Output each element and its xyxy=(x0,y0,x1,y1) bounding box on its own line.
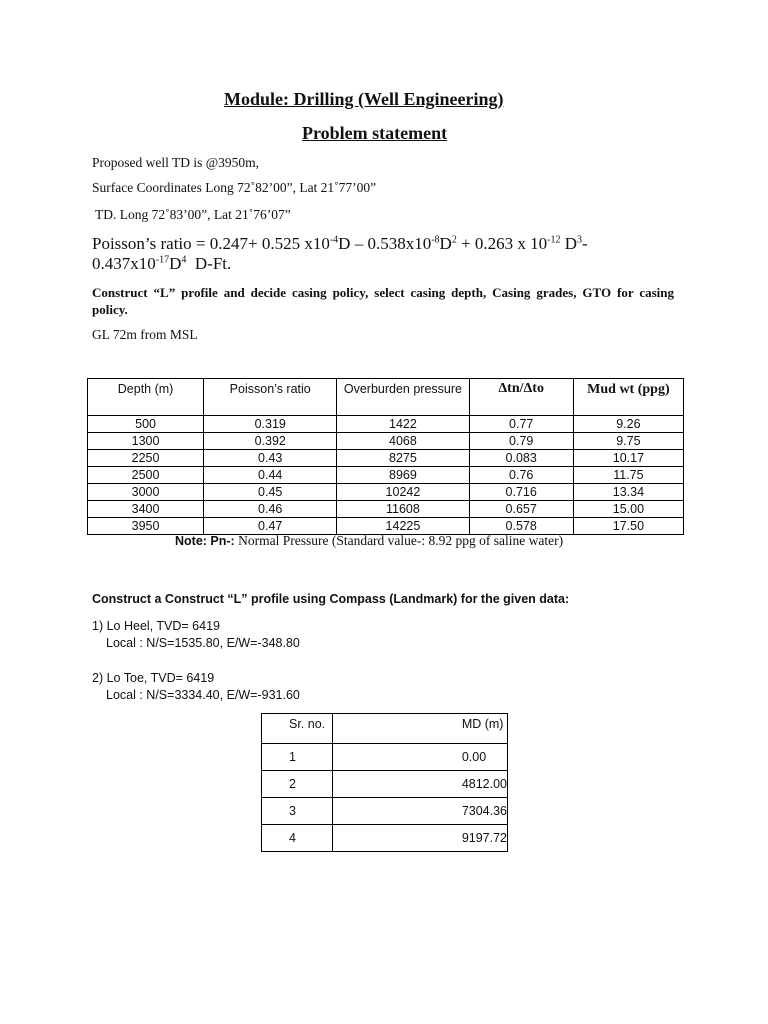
table-cell: 9197.72 xyxy=(332,825,507,852)
table-cell: 3400 xyxy=(88,501,204,518)
table-cell: 11608 xyxy=(337,501,469,518)
table-cell: 4 xyxy=(262,825,333,852)
table-cell: 0.716 xyxy=(469,484,573,501)
table-cell: 0.578 xyxy=(469,518,573,535)
table-row xyxy=(88,433,684,450)
table-row xyxy=(262,825,508,852)
lo-toe-title: 2) Lo Toe, TVD= 6419 xyxy=(92,671,215,685)
note-text: Normal Pressure (Standard value-: 8.92 ppg of saline water) xyxy=(234,533,564,548)
table-cell: 0.00 xyxy=(332,744,507,771)
problem-statement-heading: Problem statement xyxy=(302,123,448,143)
table-cell: 0.392 xyxy=(204,433,337,450)
table-cell: 4812.00 xyxy=(332,771,507,798)
lo-heel-local: Local : N/S=1535.80, E/W=-348.80 xyxy=(106,636,300,650)
table-cell: 3950 xyxy=(88,518,204,535)
table-cell: 9.75 xyxy=(573,433,683,450)
table-cell: 11.75 xyxy=(573,467,683,484)
table-cell: 0.45 xyxy=(204,484,337,501)
lo-heel-title: 1) Lo Heel, TVD= 6419 xyxy=(92,619,220,633)
table-cell: 8969 xyxy=(337,467,469,484)
table-row xyxy=(88,484,684,501)
col-header-sr-no: Sr. no. xyxy=(262,714,333,744)
table-cell: 2 xyxy=(262,771,333,798)
construct-task-text: Construct “L” profile and decide casing policy, select casing depth, Casing grades, GTO for casing policy. xyxy=(92,285,674,317)
table-cell: 0.76 xyxy=(469,467,573,484)
table-row xyxy=(88,467,684,484)
td-coordinates-text: TD. Long 72˚83’00”, Lat 21˚76’07” xyxy=(95,207,291,222)
md-table xyxy=(261,713,508,852)
table-cell: 0.46 xyxy=(204,501,337,518)
surface-coordinates-text: Surface Coordinates Long 72˚82’00”, Lat 21˚77’00” xyxy=(92,180,377,195)
table-cell: 500 xyxy=(88,416,204,433)
table-header-row xyxy=(88,379,684,416)
table-cell: 0.44 xyxy=(204,467,337,484)
poisson-formula-line1: Poisson’s ratio = 0.247+ 0.525 $x10^{-4}D - 0.538x10^{-8}D^2 + 0.263$ x $10^{-12}$ $D^3-$ xyxy=(92,234,588,253)
table-row xyxy=(88,416,684,433)
col-header-md: MD (m) xyxy=(332,714,507,744)
table-cell: 1 xyxy=(262,744,333,771)
table-cell: 10.17 xyxy=(573,450,683,467)
table-cell: 14225 xyxy=(337,518,469,535)
col-header-depth: Depth (m) xyxy=(88,379,204,416)
table-cell: 7304.36 xyxy=(332,798,507,825)
table-row xyxy=(262,744,508,771)
col-header-overburden: Overburden pressure xyxy=(337,379,469,416)
table-cell: 0.47 xyxy=(204,518,337,535)
table-cell: 0.657 xyxy=(469,501,573,518)
table-cell: 2500 xyxy=(88,467,204,484)
md-table-body xyxy=(262,744,508,852)
table-cell: 8275 xyxy=(337,450,469,467)
table-cell: 0.77 xyxy=(469,416,573,433)
table-cell: 0.79 xyxy=(469,433,573,450)
col-header-mud-wt: Mud wt (ppg) xyxy=(573,379,683,416)
table-cell: 1300 xyxy=(88,433,204,450)
note-label: Note: Pn-: xyxy=(175,534,235,548)
table-row xyxy=(88,518,684,535)
col-header-dtn-dto: Δtn/Δto xyxy=(469,379,573,416)
lo-toe-local: Local : N/S=3334.40, E/W=-931.60 xyxy=(106,688,300,702)
well-data-table-body xyxy=(88,416,684,535)
table-cell: 1422 xyxy=(337,416,469,433)
table-cell: 3000 xyxy=(88,484,204,501)
table-row xyxy=(88,450,684,467)
gl-text: GL 72m from MSL xyxy=(92,327,198,342)
note-line xyxy=(175,533,563,549)
module-title: Module: Drilling (Well Engineering) xyxy=(224,89,504,109)
table-cell: 4068 xyxy=(337,433,469,450)
table-cell: 9.26 xyxy=(573,416,683,433)
proposed-well-text: Proposed well TD is @3950m, xyxy=(92,155,260,170)
table-row xyxy=(262,771,508,798)
table-cell: 0.319 xyxy=(204,416,337,433)
table-cell: 0.083 xyxy=(469,450,573,467)
table-row xyxy=(88,501,684,518)
table-cell: 3 xyxy=(262,798,333,825)
poisson-formula-line2: $0.437x10^{-17}D^4$ D-Ft. xyxy=(92,254,232,273)
compass-heading: Construct a Construct “L” profile using Compass (Landmark) for the given data: xyxy=(92,592,570,606)
table-cell: 15.00 xyxy=(573,501,683,518)
md-table-header-row xyxy=(262,714,508,744)
table-cell: 10242 xyxy=(337,484,469,501)
table-cell: 13.34 xyxy=(573,484,683,501)
table-cell: 2250 xyxy=(88,450,204,467)
well-data-table xyxy=(87,378,684,535)
table-cell: 17.50 xyxy=(573,518,683,535)
col-header-poisson: Poisson’s ratio xyxy=(204,379,337,416)
table-row xyxy=(262,798,508,825)
table-cell: 0.43 xyxy=(204,450,337,467)
